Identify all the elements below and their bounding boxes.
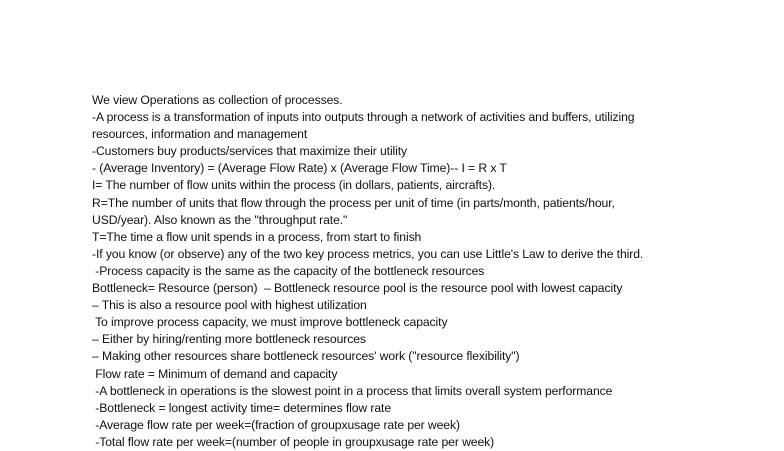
text-line: -Average flow rate per week=(fraction of groupxusage rate per week) [92,417,460,432]
text-line: I= The number of flow units within the process (in dollars, patients, aircrafts). [92,178,496,193]
text-line: -Total flow rate per week=(number of people in groupxusage rate per week) [92,434,495,449]
text-line: Flow rate = Minimum of demand and capacity [92,366,338,381]
text-line: -If you know (or observe) any of the two key process metrics, you can use Little's Law to derive the third. [92,246,644,261]
text-line: -A process is a transformation of inputs into outputs through a network of activities and buffers, utilizing [92,110,635,125]
text-line: R=The number of units that flow through the process per unit of time (in parts/month, patients/hour, [92,195,615,210]
text-line: – This is also a resource pool with highest utilization [92,298,367,313]
text-line: Bottleneck= Resource (person) – Bottleneck resource pool is the resource pool with lowest capacity [92,281,623,296]
text-line: -Process capacity is the same as the capacity of the bottleneck resources [92,263,485,278]
text-line: resources, information and management [92,127,308,142]
text-line: – Making other resources share bottleneck resources' work ("resource flexibility") [92,349,520,364]
text-line: We view Operations as collection of processes. [92,93,343,107]
text-line: To improve process capacity, we must improve bottleneck capacity [92,315,448,330]
text-line: T=The time a flow unit spends in a process, from start to finish [92,229,422,244]
text-line: USD/year). Also known as the "throughput rate." [92,212,348,227]
text-line: – Either by hiring/renting more bottleneck resources [92,332,366,347]
text-line: -Customers buy products/services that maximize their utility [92,144,408,159]
document-body [92,92,692,451]
text-line: - (Average Inventory) = (Average Flow Rate) x (Average Flow Time)-- I = R x T [92,161,507,176]
text-line: -Bottleneck = longest activity time= determines flow rate [92,400,392,415]
text-line: -A bottleneck in operations is the slowest point in a process that limits overall system performance [92,383,613,398]
